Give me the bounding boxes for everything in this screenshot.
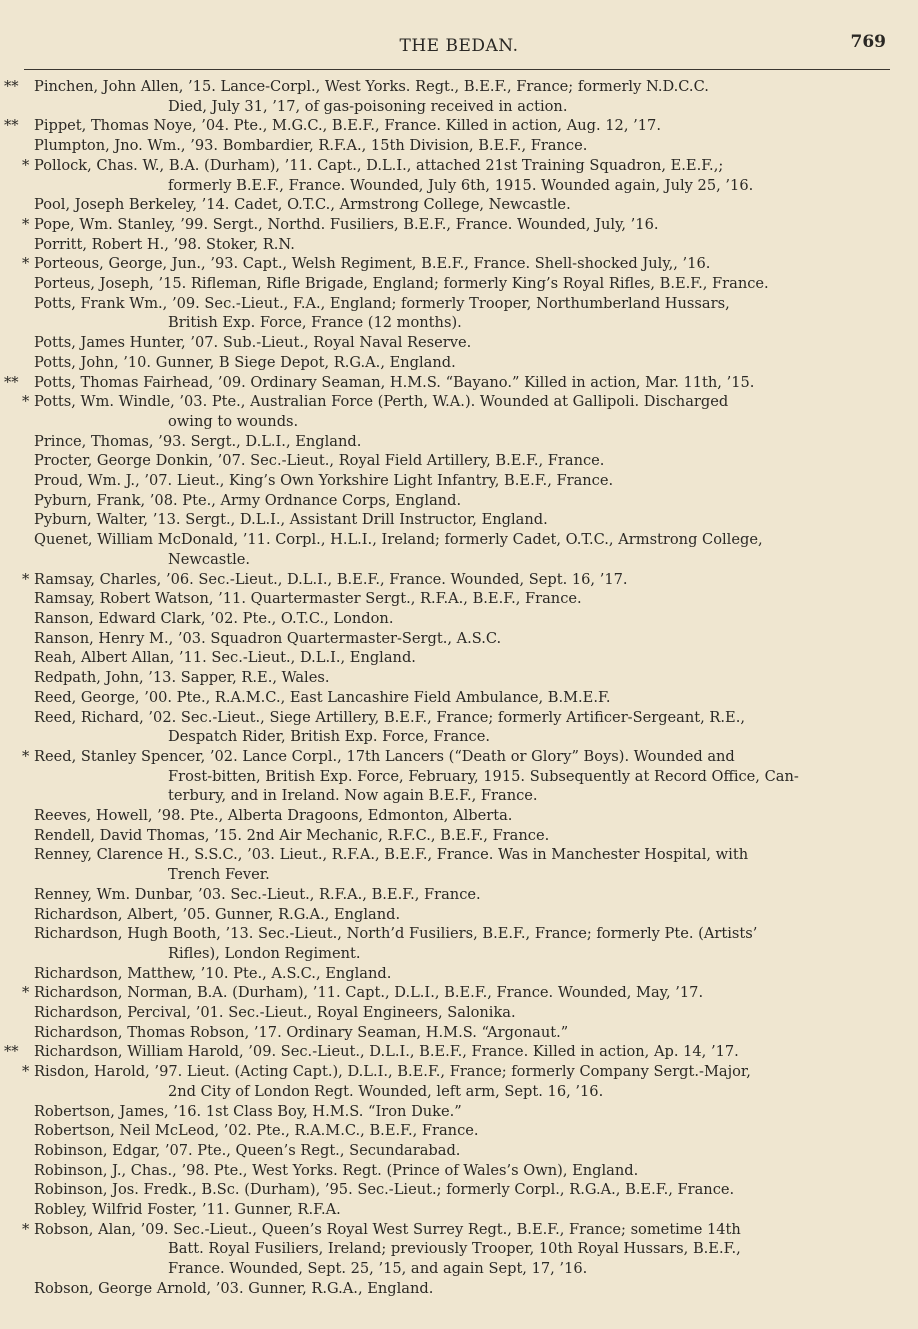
roll-entry (34, 510, 888, 530)
roll-entry (22, 392, 888, 431)
entry-text: Ramsay, Robert Watson, ’11. Quartermaster Sergt., R.F.A., B.E.F., France. (34, 590, 582, 608)
entry-text: Quenet, William McDonald, ’11. Corpl., H.L.I., Ireland; formerly Cadet, O.T.C., Armstrong College, (34, 531, 763, 549)
entry-text: Robertson, Neil McLeod, ’02. Pte., R.A.M.C., B.E.F., France. (34, 1122, 479, 1140)
entry-text: Potts, James Hunter, ’07. Sub.-Lieut., Royal Naval Reserve. (34, 334, 472, 352)
entry-continuation: Batt. Royal Fusiliers, Ireland; previously Trooper, 10th Royal Hussars, B.E.F., (168, 1240, 741, 1258)
entry-text: Robinson, Jos. Fredk., B.Sc. (Durham), ’95. Sec.-Lieut.; formerly Corpl., R.G.A., B.E.F., France. (34, 1181, 735, 1199)
entry-text: Richardson, Albert, ’05. Gunner, R.G.A., England. (34, 905, 401, 923)
roll-entry (4, 77, 888, 116)
roll-entry (34, 648, 888, 668)
entry-marker: * (22, 747, 30, 765)
roll-entry (34, 195, 888, 215)
entry-text: Robertson, James, ’16. 1st Class Boy, H.M.S. “Iron Duke.” (34, 1102, 462, 1120)
entry-text: Porritt, Robert H., ’98. Stoker, R.N. (34, 235, 295, 253)
entry-continuation: formerly B.E.F., France. Wounded, July 6th, 1915. Wounded again, July 25, ’16. (168, 176, 754, 194)
roll-entry (22, 747, 888, 806)
roll-entry (34, 629, 888, 649)
roll-entry (34, 333, 888, 353)
page-number: 769 (850, 32, 886, 52)
entry-continuation: Newcastle. (168, 550, 251, 568)
entry-text: Plumpton, Jno. Wm., ’93. Bombardier, R.F.A., 15th Division, B.E.F., France. (34, 137, 588, 155)
roll-entry (34, 826, 888, 846)
entry-continuation: British Exp. Force, France (12 months). (168, 314, 462, 332)
entry-text: Richardson, Thomas Robson, ’17. Ordinary Seaman, H.M.S. “Argonaut.” (34, 1023, 569, 1041)
entry-marker: ** (4, 78, 19, 95)
roll-entry (22, 1062, 888, 1101)
roll-entry (34, 136, 888, 156)
entry-text: Richardson, Norman, B.A. (Durham), ’11. Capt., D.L.I., B.E.F., France. Wounded, May, ’17. (34, 984, 704, 1002)
roll-entry (34, 688, 888, 708)
entry-text: Renney, Wm. Dunbar, ’03. Sec.-Lieut., R.F.A., B.E.F., France. (34, 885, 481, 903)
entry-marker: * (22, 1220, 30, 1238)
entry-text: Pinchen, John Allen, ’15. Lance-Corpl., West Yorks. Regt., B.E.F., France; formerly N.D.C.C. (34, 78, 709, 95)
roll-entry (34, 964, 888, 984)
entry-text: Ramsay, Charles, ’06. Sec.-Lieut., D.L.I., B.E.F., France. Wounded, Sept. 16, ’17. (34, 570, 628, 588)
roll-entry (34, 924, 888, 963)
entry-marker: * (22, 1063, 30, 1081)
roll-entry (34, 451, 888, 471)
roll-entry (34, 1003, 888, 1023)
entry-continuation: terbury, and in Ireland. Now again B.E.F., France. (168, 787, 538, 805)
entry-text: Potts, John, ’10. Gunner, B Siege Depot, R.G.A., England. (34, 353, 456, 371)
entry-text: Reed, Richard, ’02. Sec.-Lieut., Siege Artillery, B.E.F., France; formerly Artificer-Sergeant, R.E., (34, 708, 745, 726)
entry-text: Robinson, J., Chas., ’98. Pte., West Yorks. Regt. (Prince of Wales’s Own), England. (34, 1161, 639, 1179)
entry-marker: * (22, 984, 30, 1002)
entry-text: Potts, Wm. Windle, ’03. Pte., Australian Force (Perth, W.A.). Wounded at Gallipoli. Discharged (34, 393, 729, 411)
entry-text: Reed, George, ’00. Pte., R.A.M.C., East Lancashire Field Ambulance, B.M.E.F. (34, 688, 611, 706)
roll-entry (34, 609, 888, 629)
entry-text: Risdon, Harold, ’97. Lieut. (Acting Capt.), D.L.I., B.E.F., France; formerly Company Sergt.-Major, (34, 1063, 751, 1081)
entry-text: Reeves, Howell, ’98. Pte., Alberta Dragoons, Edmonton, Alberta. (34, 807, 513, 825)
roll-entry (22, 156, 888, 195)
entry-continuation: Rifles), London Regiment. (168, 944, 361, 962)
roll-entry (4, 1042, 888, 1062)
roll-entry (34, 432, 888, 452)
entry-text: Richardson, Percival, ’01. Sec.-Lieut., Royal Engineers, Salonika. (34, 1004, 516, 1022)
entry-marker: ** (4, 373, 19, 391)
entry-text: Ranson, Edward Clark, ’02. Pte., O.T.C., London. (34, 609, 394, 627)
running-title: THE BEDAN. (399, 36, 519, 56)
entry-text: Porteous, George, Jun., ’93. Capt., Welsh Regiment, B.E.F., France. Shell-shocked July,, ’16. (34, 255, 711, 273)
entry-text: Rendell, David Thomas, ’15. 2nd Air Mechanic, R.F.C., B.E.F., France. (34, 826, 550, 844)
entry-text: Pyburn, Frank, ’08. Pte., Army Ordnance Corps, England. (34, 491, 462, 509)
roll-entry (22, 983, 888, 1003)
entry-continuation: Trench Fever. (168, 866, 270, 884)
roll-entry (34, 1141, 888, 1161)
entry-text: Potts, Thomas Fairhead, ’09. Ordinary Seaman, H.M.S. “Bayano.” Killed in action, Mar. 11th, ’15. (34, 373, 755, 391)
entry-text: Robinson, Edgar, ’07. Pte., Queen’s Regt., Secundarabad. (34, 1141, 461, 1159)
entry-text: Richardson, Matthew, ’10. Pte., A.S.C., England. (34, 964, 392, 982)
roll-entry (34, 1102, 888, 1122)
roll-entry (34, 708, 888, 747)
roll-entry (34, 1161, 888, 1181)
entry-marker: * (22, 156, 30, 174)
roll-entry (34, 589, 888, 609)
entry-continuation: 2nd City of London Regt. Wounded, left arm, Sept. 16, ’16. (168, 1082, 604, 1100)
roll-entry (22, 254, 888, 274)
roll-entry (34, 353, 888, 373)
roll-entry (34, 1023, 888, 1043)
header-rule (24, 69, 890, 70)
roll-entry (34, 1200, 888, 1220)
roll-entry (34, 1279, 888, 1299)
entry-text: Pool, Joseph Berkeley, ’14. Cadet, O.T.C., Armstrong College, Newcastle. (34, 196, 571, 214)
entry-text: Redpath, John, ’13. Sapper, R.E., Wales. (34, 669, 330, 687)
entry-text: Richardson, Hugh Booth, ’13. Sec.-Lieut., North’d Fusiliers, B.E.F., France; formerly Pte. (Artists’ (34, 925, 758, 943)
roll-entry (34, 668, 888, 688)
entry-text: Robson, George Arnold, ’03. Gunner, R.G.A., England. (34, 1279, 434, 1297)
entry-text: Pyburn, Walter, ’13. Sergt., D.L.I., Assistant Drill Instructor, England. (34, 511, 548, 529)
entry-text: Potts, Frank Wm., ’09. Sec.-Lieut., F.A., England; formerly Trooper, Northumberland Hussars, (34, 294, 730, 312)
roll-entry (22, 1220, 888, 1279)
entry-continuation: Frost-bitten, British Exp. Force, February, 1915. Subsequently at Record Office, Can- (168, 767, 799, 785)
roll-entry (34, 491, 888, 511)
roll-entry (34, 1180, 888, 1200)
entry-marker: * (22, 570, 30, 588)
roll-entry (34, 845, 888, 884)
roll-entry (4, 116, 888, 136)
entry-marker: * (22, 393, 30, 411)
roll-entry (34, 1121, 888, 1141)
entry-text: Richardson, William Harold, ’09. Sec.-Lieut., D.L.I., B.E.F., France. Killed in action, Ap. 14, ’17. (34, 1043, 739, 1061)
roll-entry (34, 274, 888, 294)
entry-continuation: France. Wounded, Sept. 25, ’15, and again Sept, 17, ’16. (168, 1260, 588, 1278)
entry-text: Proud, Wm. J., ’07. Lieut., King’s Own Yorkshire Light Infantry, B.E.F., France. (34, 472, 614, 490)
roll-entry (34, 235, 888, 255)
entry-text: Pope, Wm. Stanley, ’99. Sergt., Northd. Fusiliers, B.E.F., France. Wounded, July, ’16. (34, 215, 659, 233)
entry-text: Robley, Wilfrid Foster, ’11. Gunner, R.F.A. (34, 1201, 341, 1219)
entry-text: Reed, Stanley Spencer, ’02. Lance Corpl., 17th Lancers (“Death or Glory” Boys). Wounded and (34, 747, 735, 765)
entry-text: Prince, Thomas, ’93. Sergt., D.L.I., England. (34, 432, 362, 450)
page-header (24, 32, 894, 62)
entry-marker: ** (4, 117, 19, 135)
entry-text: Pollock, Chas. W., B.A. (Durham), ’11. Capt., D.L.I., attached 21st Training Squadron, E.E.F.,; (34, 156, 724, 174)
roll-entry (34, 471, 888, 491)
entry-continuation: Died, July 31, ’17, of gas-poisoning received in action. (168, 97, 568, 115)
entry-text: Pippet, Thomas Noye, ’04. Pte., M.G.C., B.E.F., France. Killed in action, Aug. 12, ’17. (34, 117, 661, 135)
entry-continuation: owing to wounds. (168, 412, 299, 430)
entry-text: Porteus, Joseph, ’15. Rifleman, Rifle Brigade, England; formerly King’s Royal Rifles, B.E.F., France. (34, 275, 769, 293)
roll-entry (34, 294, 888, 333)
entry-text: Reah, Albert Allan, ’11. Sec.-Lieut., D.L.I., England. (34, 649, 416, 667)
entry-text: Renney, Clarence H., S.S.C., ’03. Lieut., R.F.A., B.E.F., France. Was in Manchester Hospital, with (34, 846, 749, 864)
entry-text: Procter, George Donkin, ’07. Sec.-Lieut., Royal Field Artillery, B.E.F., France. (34, 452, 605, 470)
entry-marker: * (22, 215, 30, 233)
roll-entry (34, 806, 888, 826)
roll-entry (34, 530, 888, 569)
entry-text: Robson, Alan, ’09. Sec.-Lieut., Queen’s Royal West Surrey Regt., B.E.F., France; sometime 14th (34, 1220, 741, 1238)
roll-entry (34, 885, 888, 905)
entry-continuation: Despatch Rider, British Exp. Force, France. (168, 728, 490, 746)
entry-marker: * (22, 255, 30, 273)
entry-marker: ** (4, 1043, 19, 1061)
roll-entry (4, 373, 888, 393)
roll-entry (22, 215, 888, 235)
roll-entry (34, 905, 888, 925)
roll-entry (22, 570, 888, 590)
entry-text: Ranson, Henry M., ’03. Squadron Quartermaster-Sergt., A.S.C. (34, 629, 502, 647)
roll-entries (0, 77, 918, 1299)
